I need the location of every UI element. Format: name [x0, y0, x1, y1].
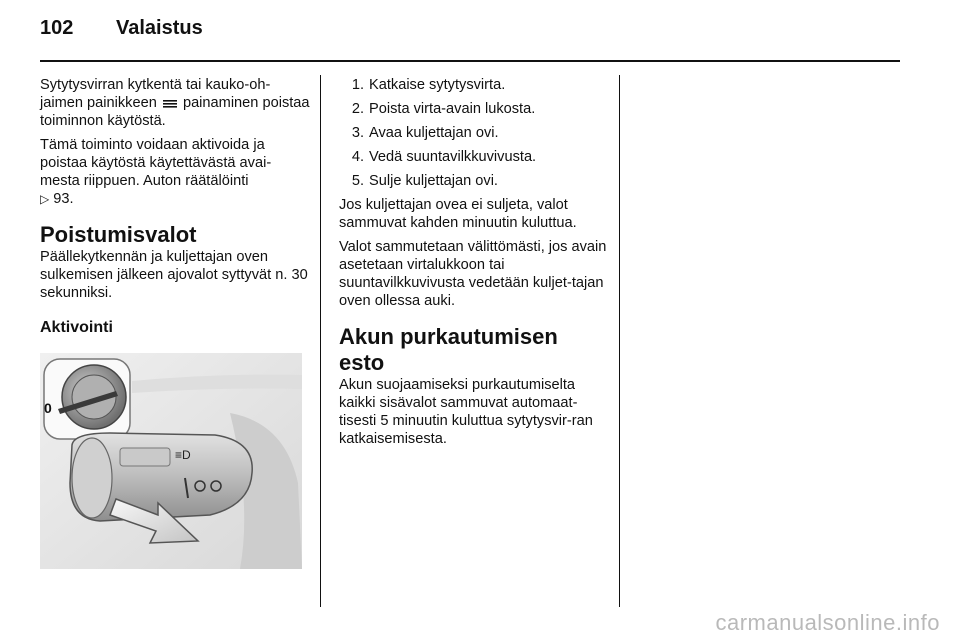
steps-list: [339, 76, 609, 190]
list-item: 2. Poista virta-avain lukosta.: [351, 101, 536, 117]
paragraph: Valot sammutetaan välittömästi, jos avain asetetaan virtalukkoon tai suuntavilkkuvivusta vedetään kuljet-tajan oven ollessa auki.: [339, 239, 607, 309]
middle-column: [339, 76, 609, 454]
section-heading: Akun purkautumisen esto: [339, 324, 558, 375]
subsection-heading: Aktivointi: [40, 319, 113, 336]
page-header: [40, 17, 203, 47]
paragraph: Sytytysvirran kytkentä tai kauko-oh-jaimen painikkeen painaminen poistaa toiminnon käytöstä.: [40, 77, 310, 129]
paragraph: Jos kuljettajan ovea ei suljeta, valot sammuvat kahden minuutin kuluttua.: [339, 197, 577, 231]
column-divider: [619, 75, 620, 607]
paragraph: Tämä toiminto voidaan aktivoida ja poistaa käytöstä käytettävästä avai-mesta riippuen. Auton räätälöinti ▷ 93.: [40, 137, 272, 207]
left-column: [40, 76, 310, 338]
paragraph: Päällekytkennän ja kuljettajan oven sulkemisen jälkeen ajovalot syttyvät n. 30 sekunniksi.: [40, 249, 308, 301]
ignition-position-label: 0: [44, 400, 52, 416]
section-heading: Poistumisvalot: [40, 222, 197, 247]
menu-lines-icon: [163, 99, 177, 108]
page-reference[interactable]: 93.: [53, 191, 74, 207]
list-item: 1. Katkaise sytytysvirta.: [351, 77, 506, 93]
watermark: carmanualsonline.info: [715, 610, 940, 635]
headlight-lever-illustration: [40, 353, 302, 569]
list-item: 4. Vedä suuntavilkkuvivusta.: [351, 149, 537, 165]
section-title: Valaistus: [116, 17, 203, 39]
list-item: 5. Sulje kuljettajan ovi.: [351, 173, 498, 189]
paragraph: Akun suojaamiseksi purkautumiselta kaikki sisävalot sammuvat automaat-tisesti 5 minuutin kuluttua sytytysvir-ran katkaisemisesta.: [339, 377, 593, 447]
page-number: 102: [40, 17, 74, 39]
column-divider: [320, 75, 321, 607]
svg-text:≡D: ≡D: [175, 448, 191, 462]
reference-arrow-icon: ▷: [40, 192, 50, 206]
list-item: 3. Avaa kuljettajan ovi.: [351, 125, 499, 141]
header-rule: [40, 60, 900, 62]
